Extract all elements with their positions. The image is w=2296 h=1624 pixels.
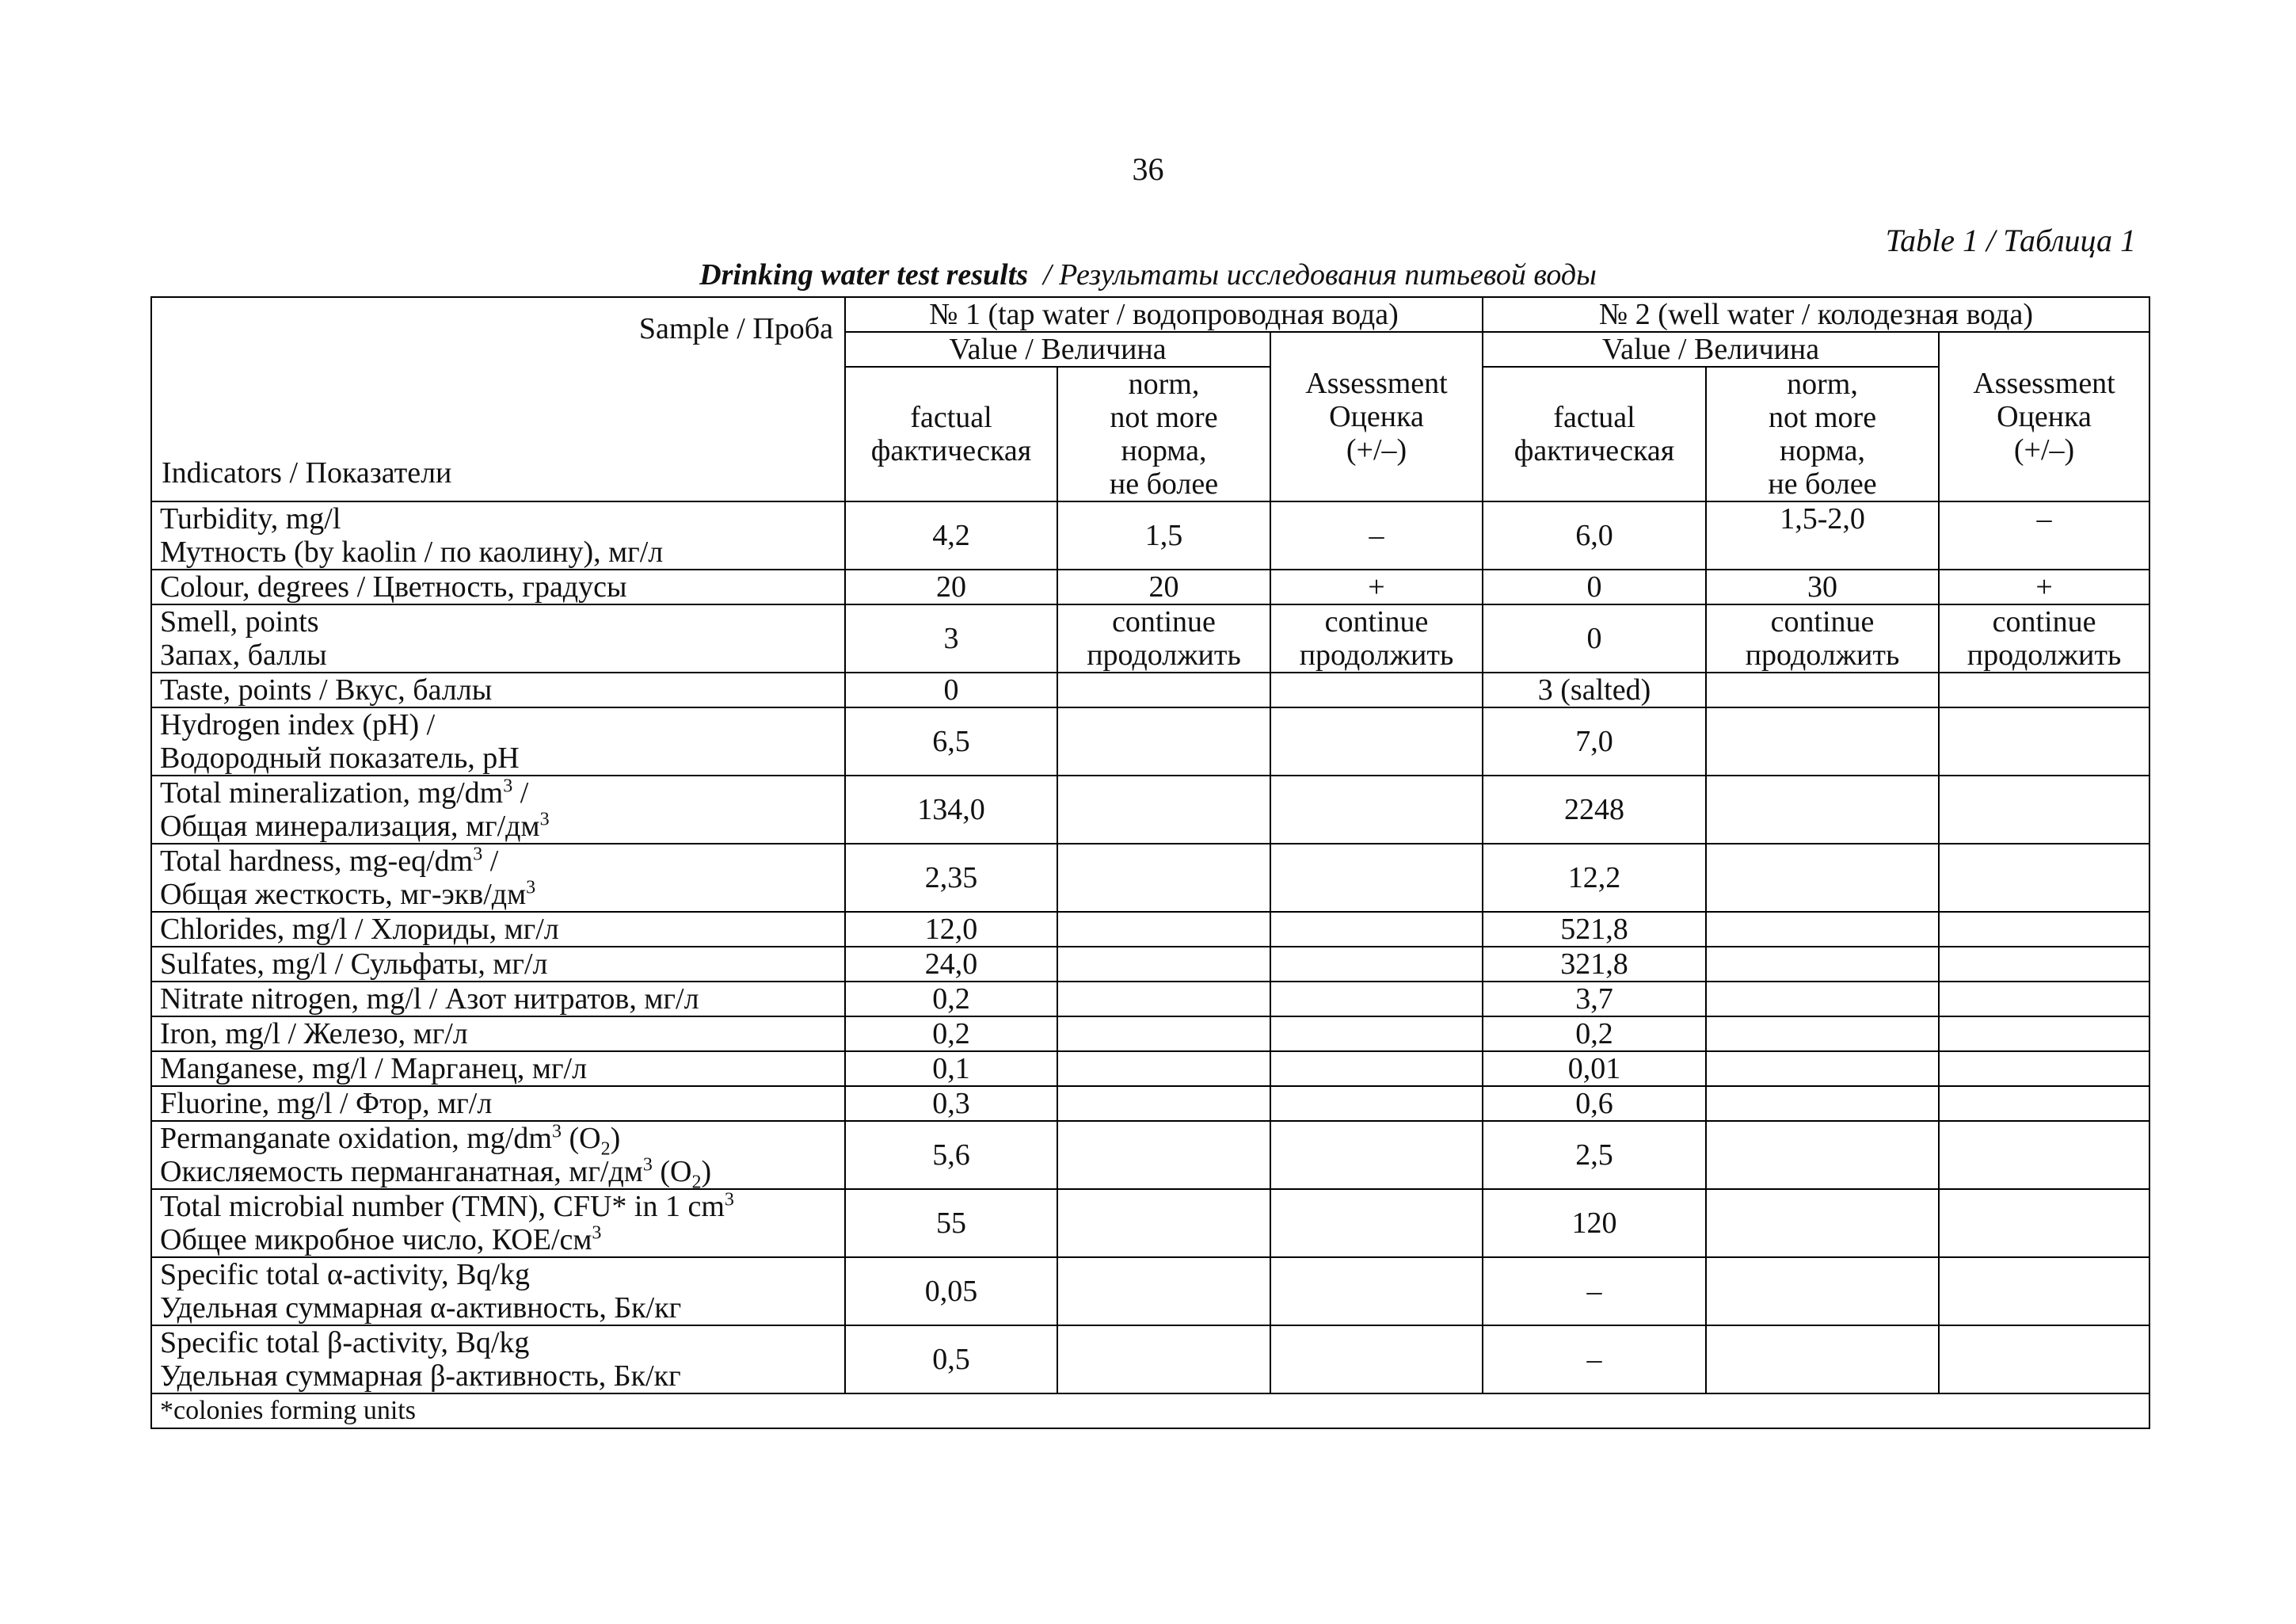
indicator-en: Specific total α-activity, Bq/kg [160,1258,531,1291]
factual-line: factual [1553,401,1635,434]
norm-cell [1057,912,1270,947]
table-caption [0,257,2296,292]
factual-cell: 3,7 [1483,982,1706,1016]
norm-cell [1057,947,1270,982]
assessment-header-1 [1270,332,1483,501]
assessment-cell [1939,947,2149,982]
indicator-cell [151,707,845,776]
indicator-text: ) [610,1122,621,1155]
assessment-cell [1270,1121,1483,1189]
table-row [151,1325,2149,1393]
assessment-cell: + [1270,570,1483,604]
assessment-cell [1270,1325,1483,1393]
assessment-cell [1270,776,1483,844]
factual-cell: 321,8 [1483,947,1706,982]
assessment-cell [1270,1016,1483,1051]
indicator-text: Общая жесткость, мг-экв/дм [160,878,527,911]
factual-cell: 0,01 [1483,1051,1706,1086]
indicator-text: Total microbial number (TMN), CFU* in 1 cm [160,1190,725,1223]
norm-cell [1057,1016,1270,1051]
indicator-cell [151,1257,845,1325]
norm-line: not more [1768,401,1877,434]
norm-line: продолжить [1745,639,1900,672]
factual-cell: 0,2 [845,1016,1057,1051]
table-row [151,1086,2149,1121]
caption-bold: Drinking water test results [699,258,1029,292]
factual-cell: 2,5 [1483,1121,1706,1189]
factual-cell: 3 (salted) [1483,673,1706,707]
indicator-ru: Мутность (by kaolin / по каолину), мг/л [160,536,664,569]
indicator-ru [160,1155,836,1188]
factual-cell: 6,5 [845,707,1057,776]
indicator-text: Общая минерализация, мг/дм [160,810,540,843]
assessment-cell [1939,1121,2149,1189]
assessment-line: Оценка [1329,400,1424,433]
factual-cell: 0 [1483,570,1706,604]
assessment-cell [1270,1051,1483,1086]
norm-cell [1706,1257,1939,1325]
indicator-text: (O [652,1155,692,1188]
assessment-cell [1939,673,2149,707]
assessment-cell [1270,604,1483,673]
factual-header-1 [845,367,1057,501]
table-row [151,707,2149,776]
header-corner [151,297,845,501]
indicator-text: Общее микробное число, КОЕ/см [160,1223,592,1256]
superscript: 3 [592,1222,602,1244]
footnote-row [151,1393,2149,1428]
footnote: *colonies forming units [151,1393,2149,1428]
norm-cell [1057,1121,1270,1189]
subscript: 2 [600,1138,611,1160]
assessment-cell [1939,1086,2149,1121]
assessment-cell [1939,1257,2149,1325]
indicator-text: / [512,776,529,810]
factual-cell: 0,05 [845,1257,1057,1325]
superscript: 3 [539,809,550,830]
subscript: 2 [691,1172,702,1189]
norm-line: not more [1110,401,1218,434]
factual-cell: 0,2 [845,982,1057,1016]
norm-cell [1057,982,1270,1016]
factual-cell: 0,1 [845,1051,1057,1086]
norm-cell [1057,673,1270,707]
indicator-en [160,776,836,810]
assessment-cell [1270,912,1483,947]
assessment-line: (+/–) [1346,433,1407,467]
assessment-cell [1939,1051,2149,1086]
factual-line: фактическая [1514,434,1675,467]
indicator-text: Окисляемость перманганатная, мг/дм [160,1155,643,1188]
factual-cell: 0 [1483,604,1706,673]
norm-cell [1057,776,1270,844]
assessment-cell [1270,673,1483,707]
norm-cell [1706,776,1939,844]
norm-line: норма, [1780,434,1865,467]
indicator-text: Total mineralization, mg/dm [160,776,504,810]
norm-cell: 20 [1057,570,1270,604]
assessment-cell [1939,982,2149,1016]
factual-cell: 0,2 [1483,1016,1706,1051]
factual-cell: 0 [845,673,1057,707]
norm-cell [1706,982,1939,1016]
factual-cell: 6,0 [1483,501,1706,570]
superscript: 3 [551,1121,562,1142]
indicator-cell: Chlorides, mg/l / Хлориды, мг/л [151,912,845,947]
indicator-en: Smell, points [160,605,319,639]
indicator-ru: Удельная суммарная α-активность, Бк/кг [160,1291,682,1325]
sample-label: Sample / Проба [638,312,833,345]
factual-cell: 3 [845,604,1057,673]
value-header-2: Value / Величина [1483,332,1939,367]
factual-line: фактическая [870,434,1032,467]
norm-cell [1706,844,1939,912]
indicator-en: Hydrogen index (pH) / [160,708,436,741]
factual-cell: 55 [845,1189,1057,1257]
indicator-ru [160,878,836,911]
indicator-text: / [482,844,499,878]
indicator-ru: Удельная суммарная β-активность, Бк/кг [160,1359,681,1393]
superscript: 3 [724,1189,734,1210]
norm-cell [1706,673,1939,707]
indicator-cell: Fluorine, mg/l / Фтор, мг/л [151,1086,845,1121]
assessment-cell [1270,947,1483,982]
norm-cell [1057,844,1270,912]
table-row [151,1016,2149,1051]
assessment-line: продолжить [1967,639,2122,672]
indicator-cell: Manganese, mg/l / Марганец, мг/л [151,1051,845,1086]
norm-line: не более [1109,467,1219,501]
superscript: 3 [642,1154,653,1176]
table-row [151,982,2149,1016]
indicator-text: Permanganate oxidation, mg/dm [160,1122,552,1155]
indicator-cell: Taste, points / Вкус, баллы [151,673,845,707]
factual-cell: 2248 [1483,776,1706,844]
indicator-cell: Colour, degrees / Цветность, градусы [151,570,845,604]
assessment-cell [1270,982,1483,1016]
indicator-en: Specific total β-activity, Bq/kg [160,1326,530,1359]
table-row [151,570,2149,604]
norm-cell [1057,1086,1270,1121]
assessment-cell [1939,1016,2149,1051]
assessment-line: (+/–) [2013,433,2075,467]
factual-cell: 4,2 [845,501,1057,570]
superscript: 3 [526,877,536,898]
assessment-cell [1939,776,2149,844]
factual-cell: 7,0 [1483,707,1706,776]
norm-cell [1706,947,1939,982]
factual-cell: 0,5 [845,1325,1057,1393]
indicator-text: ) [701,1155,712,1188]
factual-header-2 [1483,367,1706,501]
assessment-line: Оценка [1997,400,2092,433]
table-row [151,844,2149,912]
norm-header-2 [1706,367,1939,501]
norm-cell [1706,1016,1939,1051]
indicator-ru [160,810,836,843]
assessment-line: continue [1324,605,1429,639]
assessment-cell [1939,604,2149,673]
indicator-cell: Iron, mg/l / Железо, мг/л [151,1016,845,1051]
factual-line: factual [910,401,992,434]
indicator-en [160,1190,836,1223]
assessment-cell [1270,1086,1483,1121]
factual-cell: – [1483,1257,1706,1325]
norm-cell [1706,1121,1939,1189]
indicator-cell [151,1121,845,1189]
assessment-cell [1939,912,2149,947]
table-row [151,1121,2149,1189]
indicator-en: Turbidity, mg/l [160,502,341,536]
norm-cell: 1,5-2,0 [1706,501,1939,570]
indicator-text: (O [561,1122,601,1155]
indicator-cell [151,604,845,673]
norm-line: не более [1768,467,1877,501]
norm-cell [1706,912,1939,947]
factual-cell: 12,0 [845,912,1057,947]
norm-line: продолжить [1087,639,1241,672]
factual-cell: 134,0 [845,776,1057,844]
table-row [151,912,2149,947]
table-row [151,1051,2149,1086]
factual-cell: – [1483,1325,1706,1393]
indicator-cell [151,501,845,570]
assessment-cell [1939,844,2149,912]
table-row [151,673,2149,707]
norm-cell [1706,1086,1939,1121]
indicator-ru: Водородный показатель, pH [160,741,520,775]
indicator-en [160,844,836,878]
assessment-cell [1270,707,1483,776]
superscript: 3 [473,844,483,865]
factual-cell: 521,8 [1483,912,1706,947]
factual-cell: 20 [845,570,1057,604]
table-label: Table 1 / Таблица 1 [1885,223,2136,258]
assessment-line: Assessment [1305,367,1448,400]
factual-cell: 24,0 [845,947,1057,982]
table-row [151,604,2149,673]
indicator-cell [151,1325,845,1393]
assessment-line: Assessment [1973,367,2115,400]
indicator-cell: Sulfates, mg/l / Сульфаты, мг/л [151,947,845,982]
indicator-text: Total hardness, mg-eq/dm [160,844,474,878]
norm-line: continue [1770,605,1875,639]
assessment-cell [1270,1189,1483,1257]
assessment-cell: – [1939,501,2149,570]
results-table [150,296,2150,1429]
norm-cell [1706,1325,1939,1393]
norm-cell [1057,1189,1270,1257]
norm-cell: 1,5 [1057,501,1270,570]
sample2-header: № 2 (well water / колодезная вода) [1483,297,2149,332]
page-number: 36 [1132,151,1164,187]
table-row [151,776,2149,844]
factual-cell: 0,6 [1483,1086,1706,1121]
indicator-ru: Запах, баллы [160,639,327,672]
table-row [151,501,2149,570]
assessment-cell [1270,1257,1483,1325]
norm-line: норма, [1121,434,1207,467]
indicator-en [160,1121,836,1160]
table-row [151,947,2149,982]
value-header-1: Value / Величина [845,332,1270,367]
assessment-cell [1939,1189,2149,1257]
norm-line: norm, [1787,368,1858,401]
norm-cell [1057,1051,1270,1086]
norm-cell: 30 [1706,570,1939,604]
factual-cell: 0,3 [845,1086,1057,1121]
assessment-cell: – [1270,501,1483,570]
indicator-cell [151,776,845,844]
assessment-cell [1939,707,2149,776]
assessment-cell [1939,1325,2149,1393]
norm-cell [1706,1051,1939,1086]
indicator-cell: Nitrate nitrogen, mg/l / Азот нитратов, мг/л [151,982,845,1016]
indicator-ru [160,1223,836,1256]
indicators-label: Indicators / Показатели [162,456,452,490]
norm-cell [1057,707,1270,776]
norm-line: norm, [1128,368,1200,401]
norm-header-1 [1057,367,1270,501]
assessment-line: продолжить [1299,639,1454,672]
norm-cell [1706,604,1939,673]
indicator-cell [151,1189,845,1257]
factual-cell: 12,2 [1483,844,1706,912]
assessment-line: continue [1992,605,2096,639]
sample1-header: № 1 (tap water / водопроводная вода) [845,297,1483,332]
table-row [151,1189,2149,1257]
norm-line: continue [1112,605,1216,639]
table-row [151,1257,2149,1325]
assessment-header-2 [1939,332,2149,501]
assessment-cell: + [1939,570,2149,604]
superscript: 3 [503,776,513,797]
norm-cell [1057,604,1270,673]
caption-rest: / Результаты исследования питьевой воды [1028,258,1597,292]
norm-cell [1057,1257,1270,1325]
norm-cell [1706,1189,1939,1257]
factual-cell: 2,35 [845,844,1057,912]
norm-cell [1706,707,1939,776]
assessment-cell [1270,844,1483,912]
indicator-cell [151,844,845,912]
norm-cell [1057,1325,1270,1393]
factual-cell: 120 [1483,1189,1706,1257]
factual-cell: 5,6 [845,1121,1057,1189]
